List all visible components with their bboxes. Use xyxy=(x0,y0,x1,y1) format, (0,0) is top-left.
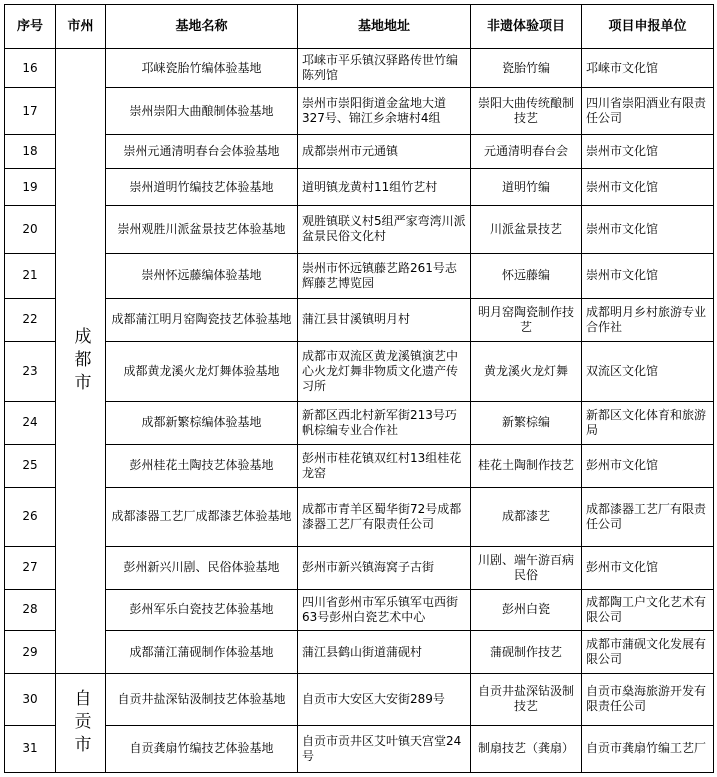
row-seq: 24 xyxy=(5,401,56,444)
row-applicant-unit: 崇州市文化馆 xyxy=(582,169,714,206)
row-seq: 25 xyxy=(5,444,56,487)
row-seq: 22 xyxy=(5,298,56,341)
row-base-address: 观胜镇联义村5组严家弯湾川派盆景民俗文化村 xyxy=(298,206,471,253)
row-applicant-unit: 成都陶工户文化艺术有限公司 xyxy=(582,589,714,630)
row-experience-item: 成都漆艺 xyxy=(471,488,582,547)
header-seq: 序号 xyxy=(5,5,56,49)
row-base-name: 崇州崇阳大曲酿制体验基地 xyxy=(106,88,298,135)
table-row xyxy=(5,401,714,444)
table-row xyxy=(5,88,714,135)
row-seq: 29 xyxy=(5,631,56,674)
row-experience-item: 明月窑陶瓷制作技艺 xyxy=(471,298,582,341)
row-experience-item: 制扇技艺（龚扇） xyxy=(471,725,582,772)
row-base-name: 成都漆器工艺厂成都漆艺体验基地 xyxy=(106,488,298,547)
header-base-name: 基地名称 xyxy=(106,5,298,49)
row-applicant-unit: 四川省崇阳酒业有限责任公司 xyxy=(582,88,714,135)
table-row xyxy=(5,206,714,253)
row-base-name: 彭州军乐白瓷技艺体验基地 xyxy=(106,589,298,630)
row-base-name: 自贡井盐深钻汲制技艺体验基地 xyxy=(106,674,298,725)
table-row xyxy=(5,546,714,589)
row-seq: 21 xyxy=(5,253,56,298)
row-applicant-unit: 成都漆器工艺厂有限责任公司 xyxy=(582,488,714,547)
row-experience-item: 瓷胎竹编 xyxy=(471,49,582,88)
row-seq: 19 xyxy=(5,169,56,206)
row-applicant-unit: 崇州市文化馆 xyxy=(582,135,714,169)
row-base-name: 成都蒲江明月窑陶瓷技艺体验基地 xyxy=(106,298,298,341)
heritage-base-table xyxy=(4,4,714,773)
table-row xyxy=(5,298,714,341)
row-experience-item: 蒲砚制作技艺 xyxy=(471,631,582,674)
row-applicant-unit: 彭州市文化馆 xyxy=(582,444,714,487)
table-row xyxy=(5,49,714,88)
header-city: 市州 xyxy=(56,5,106,49)
row-seq: 18 xyxy=(5,135,56,169)
table-row xyxy=(5,253,714,298)
row-applicant-unit: 双流区文化馆 xyxy=(582,342,714,402)
row-experience-item: 川派盆景技艺 xyxy=(471,206,582,253)
row-base-name: 崇州观胜川派盆景技艺体验基地 xyxy=(106,206,298,253)
row-base-name: 彭州新兴川剧、民俗体验基地 xyxy=(106,546,298,589)
row-seq: 30 xyxy=(5,674,56,725)
table-row xyxy=(5,169,714,206)
row-seq: 28 xyxy=(5,589,56,630)
table-row xyxy=(5,488,714,547)
row-base-name: 自贡龚扇竹编技艺体验基地 xyxy=(106,725,298,772)
row-base-name: 彭州桂花土陶技艺体验基地 xyxy=(106,444,298,487)
row-applicant-unit: 成都明月乡村旅游专业合作社 xyxy=(582,298,714,341)
row-base-address: 蒲江县甘溪镇明月村 xyxy=(298,298,471,341)
row-applicant-unit: 彭州市文化馆 xyxy=(582,546,714,589)
row-base-address: 自贡市大安区大安街289号 xyxy=(298,674,471,725)
row-applicant-unit: 崇州市文化馆 xyxy=(582,206,714,253)
row-base-name: 崇州道明竹编技艺体验基地 xyxy=(106,169,298,206)
city-name: 自贡市 xyxy=(70,688,91,758)
row-base-address: 崇州市崇阳街道金盆地大道327号、锦江乡余塘村4组 xyxy=(298,88,471,135)
row-seq: 26 xyxy=(5,488,56,547)
city-cell-chengdu xyxy=(56,49,106,674)
header-applicant-unit: 项目申报单位 xyxy=(582,5,714,49)
table-row xyxy=(5,135,714,169)
row-experience-item: 川剧、端午游百病民俗 xyxy=(471,546,582,589)
row-base-address: 邛崃市平乐镇汉驿路传世竹编陈列馆 xyxy=(298,49,471,88)
row-experience-item: 黄龙溪火龙灯舞 xyxy=(471,342,582,402)
row-seq: 16 xyxy=(5,49,56,88)
row-experience-item: 崇阳大曲传统酿制技艺 xyxy=(471,88,582,135)
row-applicant-unit: 自贡市燊海旅游开发有限责任公司 xyxy=(582,674,714,725)
row-seq: 17 xyxy=(5,88,56,135)
row-base-address: 蒲江县鹤山街道蒲砚村 xyxy=(298,631,471,674)
row-seq: 31 xyxy=(5,725,56,772)
row-base-address: 自贡市贡井区艾叶镇天宫堂24号 xyxy=(298,725,471,772)
row-seq: 27 xyxy=(5,546,56,589)
row-base-address: 新都区西北村新军街213号巧帆棕编专业合作社 xyxy=(298,401,471,444)
row-applicant-unit: 新都区文化体育和旅游局 xyxy=(582,401,714,444)
row-base-name: 成都新繁棕编体验基地 xyxy=(106,401,298,444)
table-row xyxy=(5,674,714,725)
row-base-address: 彭州市新兴镇海窝子古街 xyxy=(298,546,471,589)
row-base-address: 成都市青羊区蜀华街72号成都漆器工艺厂有限责任公司 xyxy=(298,488,471,547)
row-applicant-unit: 成都市蒲砚文化发展有限公司 xyxy=(582,631,714,674)
row-base-address: 彭州市桂花镇双红村13组桂花龙窑 xyxy=(298,444,471,487)
row-experience-item: 道明竹编 xyxy=(471,169,582,206)
header-base-address: 基地地址 xyxy=(298,5,471,49)
row-applicant-unit: 邛崃市文化馆 xyxy=(582,49,714,88)
row-experience-item: 新繁棕编 xyxy=(471,401,582,444)
row-base-address: 成都崇州市元通镇 xyxy=(298,135,471,169)
row-experience-item: 桂花土陶制作技艺 xyxy=(471,444,582,487)
table-row xyxy=(5,589,714,630)
row-experience-item: 自贡井盐深钻汲制技艺 xyxy=(471,674,582,725)
table-row xyxy=(5,444,714,487)
row-applicant-unit: 自贡市龚扇竹编工艺厂 xyxy=(582,725,714,772)
row-base-name: 崇州怀远藤编体验基地 xyxy=(106,253,298,298)
row-experience-item: 怀远藤编 xyxy=(471,253,582,298)
header-experience-item: 非遗体验项目 xyxy=(471,5,582,49)
table-row xyxy=(5,725,714,772)
row-base-address: 四川省彭州市军乐镇军屯西街63号彭州白瓷艺术中心 xyxy=(298,589,471,630)
row-experience-item: 彭州白瓷 xyxy=(471,589,582,630)
row-base-address: 成都市双流区黄龙溪镇演艺中心火龙灯舞非物质文化遗产传习所 xyxy=(298,342,471,402)
header-row xyxy=(5,5,714,49)
row-base-address: 崇州市怀远镇藤艺路261号志辉藤艺博览园 xyxy=(298,253,471,298)
row-base-name: 崇州元通清明春台会体验基地 xyxy=(106,135,298,169)
row-base-address: 道明镇龙黄村11组竹艺村 xyxy=(298,169,471,206)
row-seq: 20 xyxy=(5,206,56,253)
row-base-name: 邛崃瓷胎竹编体验基地 xyxy=(106,49,298,88)
table-row xyxy=(5,342,714,402)
city-name: 成都市 xyxy=(70,326,91,396)
row-base-name: 成都黄龙溪火龙灯舞体验基地 xyxy=(106,342,298,402)
table-row xyxy=(5,631,714,674)
row-experience-item: 元通清明春台会 xyxy=(471,135,582,169)
row-base-name: 成都蒲江蒲砚制作体验基地 xyxy=(106,631,298,674)
row-seq: 23 xyxy=(5,342,56,402)
city-cell-zigong xyxy=(56,674,106,773)
row-applicant-unit: 崇州市文化馆 xyxy=(582,253,714,298)
